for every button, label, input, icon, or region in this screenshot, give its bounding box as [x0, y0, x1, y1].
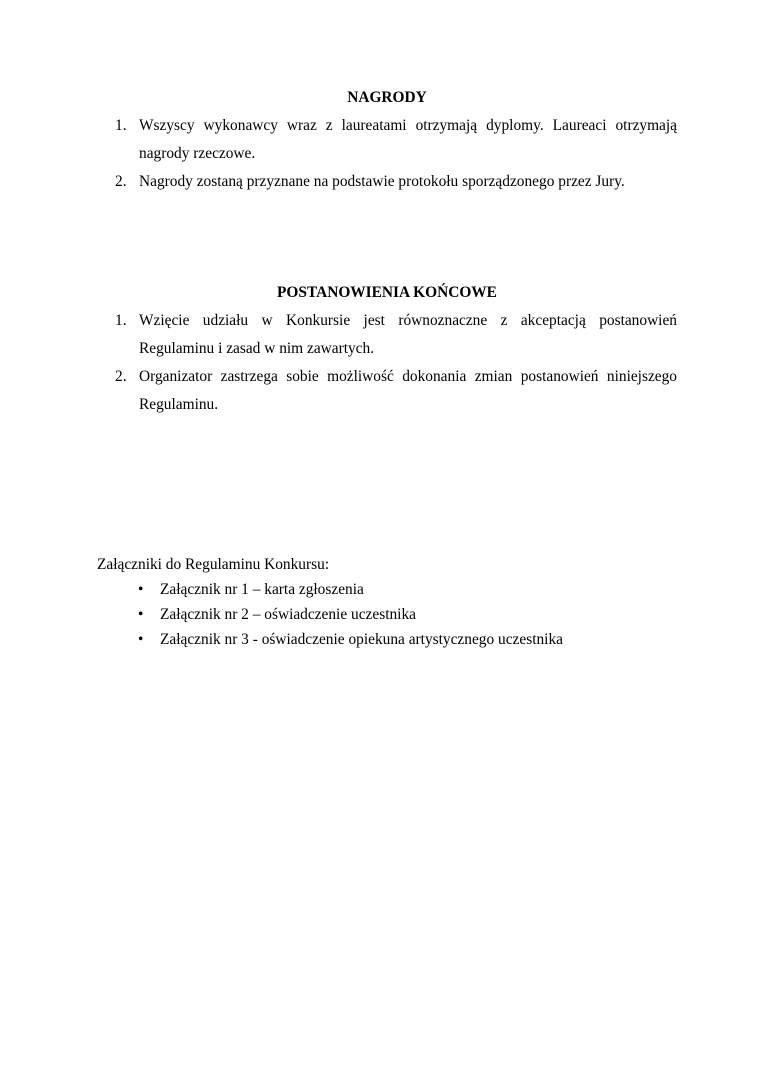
section-postanowienia-koncowe — [97, 279, 677, 419]
item-text: Organizator zastrzega sobie możliwość dokonania zmian postanowień niniejszego Regulaminu. — [139, 368, 677, 413]
item-number: 1. — [115, 312, 127, 329]
section-attachments — [97, 552, 677, 652]
item-text: Wszyscy wykonawcy wraz z laureatami otrzymają dyplomy. Laureaci otrzymają nagrody rzeczowe. — [139, 117, 677, 162]
item-number: 1. — [115, 117, 127, 134]
attachment-label: Załącznik nr 3 - oświadczenie opiekuna artystycznego uczestnika — [160, 631, 563, 648]
section-heading-nagrody: NAGRODY — [347, 89, 427, 106]
list-item — [138, 602, 677, 627]
attachment-label: Załącznik nr 1 – karta zgłoszenia — [160, 581, 364, 598]
bullet-icon: • — [138, 581, 144, 598]
section-nagrody — [97, 84, 677, 196]
list-item — [138, 577, 677, 602]
numbered-item — [97, 112, 677, 168]
section-heading-postanowienia: POSTANOWIENIA KOŃCOWE — [277, 284, 497, 301]
item-number: 2. — [115, 368, 127, 385]
bullet-icon: • — [138, 631, 144, 648]
item-number: 2. — [115, 173, 127, 190]
item-text: Nagrody zostaną przyznane na podstawie protokołu sporządzonego przez Jury. — [139, 173, 625, 190]
bullet-icon: • — [138, 606, 144, 623]
item-text: Wzięcie udziału w Konkursie jest równoznaczne z akceptacją postanowień Regulaminu i zasad w nim zawartych. — [139, 312, 677, 357]
numbered-item — [97, 168, 677, 196]
attachments-intro: Załączniki do Regulaminu Konkursu: — [97, 556, 330, 573]
numbered-item — [97, 307, 677, 363]
list-item — [138, 627, 677, 652]
numbered-item — [97, 363, 677, 419]
attachment-label: Załącznik nr 2 – oświadczenie uczestnika — [160, 606, 416, 623]
